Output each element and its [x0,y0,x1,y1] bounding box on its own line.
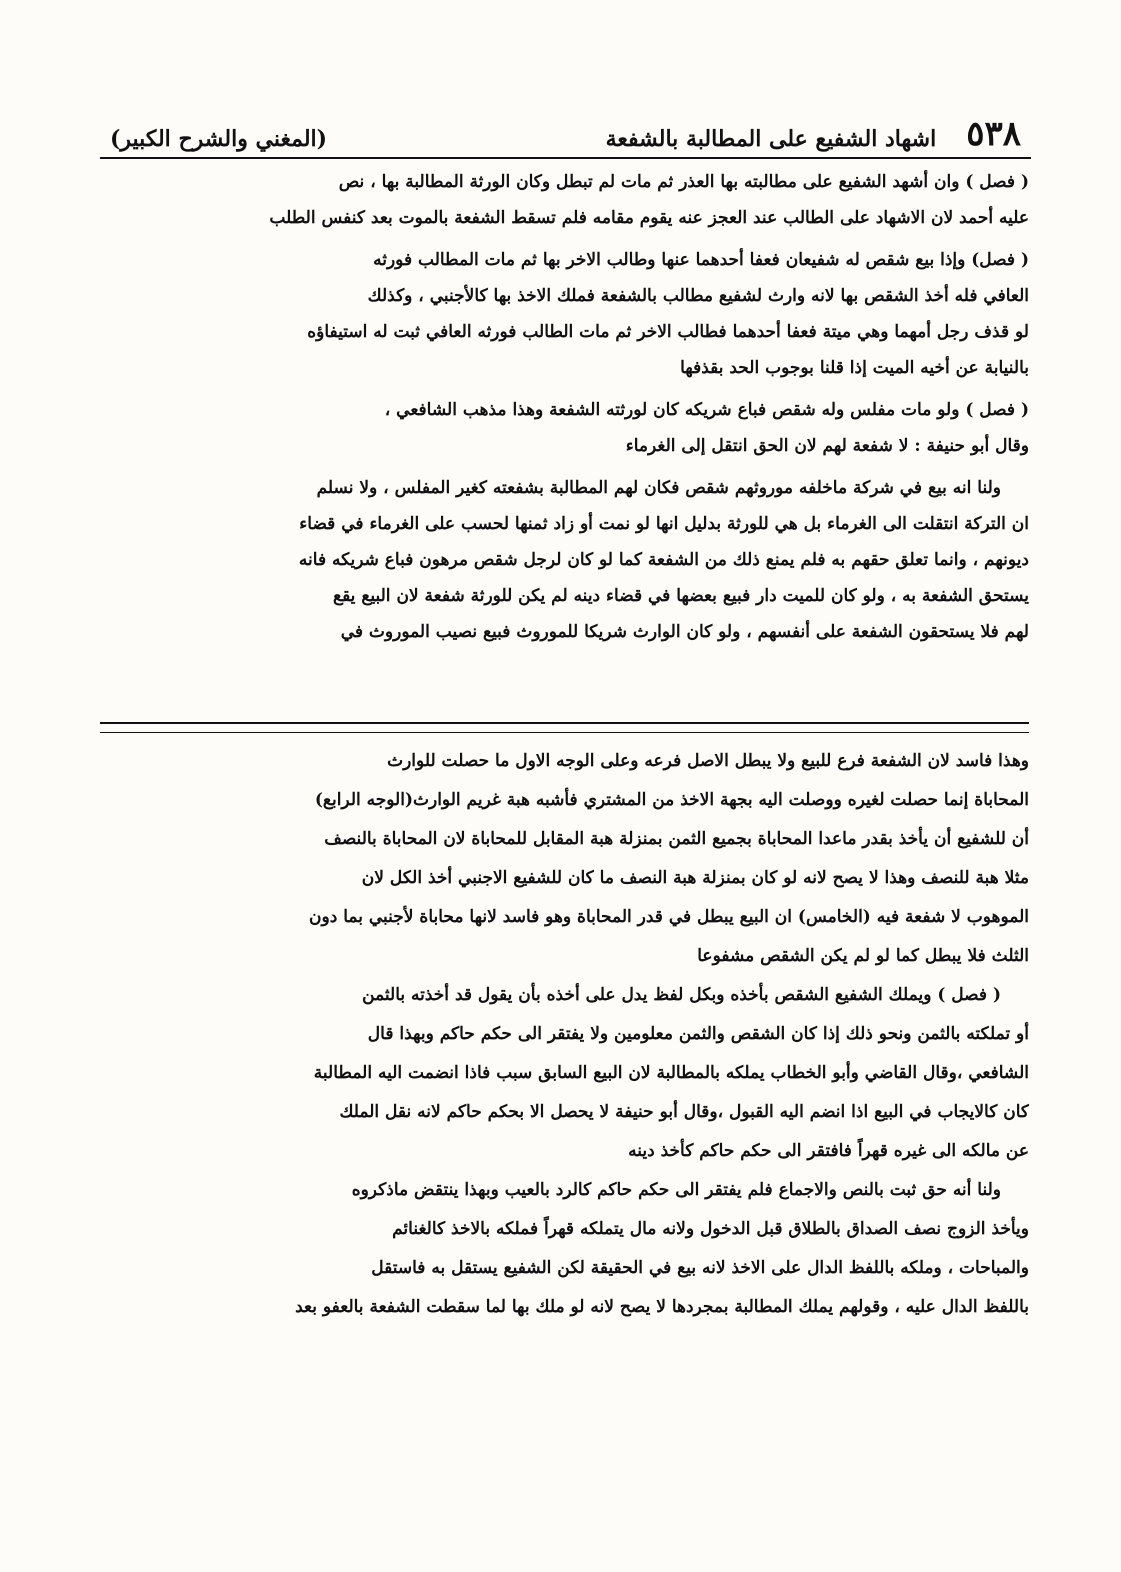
text-line: ويأخذ الزوج نصف الصداق بالطلاق قبل الدخول ولانه مال يتملكه قهراً فملكه بالاخذ كالغنائم [392,1219,1029,1239]
text-line: مثلا هبة للنصف وهذا لا يصح لانه لو كان بمنزلة هبة النصف ما كان للشفيع الاجنبي أخذ الكل لان [361,868,1029,888]
text-line: والمباحات ، وملكه باللفظ الدال على الاخذ لانه بيع في الحقيقة لكن الشفيع يستقل به فاستقل [371,1258,1029,1278]
running-title: اشهاد الشفيع على المطالبة بالشفعة [605,126,937,152]
header-rule [100,157,1031,159]
text-line: الموهوب لا شفعة فيه (الخامس) ان البيع يبطل في قدر المحاباة وهو فاسد لانها محاباة لأجنبي بما دون [309,907,1029,927]
text-line: ( فصل ) وان أشهد الشفيع على مطالبته بها العذر ثم مات لم تبطل وكان الورثة المطالبة بها ، نص [338,172,1029,192]
text-line: وقال أبو حنيفة : لا شفعة لهم لان الحق انتقل إلى الغرماء [625,436,1029,456]
text-line: الشافعي ،وقال القاضي وأبو الخطاب يملكه بالمطالبة لان البيع السابق سبب فاذا انضمت اليه المطالبة [313,1063,1029,1083]
text-line: لهم فلا يستحقون الشفعة على أنفسهم ، ولو كان الوارث شريكا للموروث فبيع نصيب الموروث في [340,622,1029,642]
text-line: أن للشفيع أن يأخذ بقدر ماعدا المحاباة بجميع الثمن بمنزلة هبة المقابل للمحاباة لان المحاباة بالنصف [324,829,1029,849]
page-number: ٥٣٨ [966,114,1021,154]
text-line: ولنا انه بيع في شركة ماخلفه موروثهم شقص فكان لهم المطالبة بشفعته كغير المفلس ، ولا نسلم [316,478,1001,498]
text-line: عن مالكه الى غيره قهراً فافتقر الى حكم حاكم كأخذ دينه [628,1141,1029,1161]
book-title: (المغني والشرح الكبير) [110,126,328,152]
lower-text [100,742,1029,1462]
text-line: ان التركة انتقلت الى الغرماء بل هي للورثة بدليل انها لو نمت أو زاد ثمنها لحسب على الغرماء في قضاء [299,514,1029,534]
text-line: ( فصل ) ولو مات مفلس وله شقص فباع شريكه كان لورثته الشفعة وهذا مذهب الشافعي ، [384,400,1029,420]
section-separator [100,722,1029,733]
main-text [100,164,1029,720]
text-line: أو تملكته بالثمن ونحو ذلك إذا كان الشقص والثمن معلومين ولا يفتقر الى حكم حاكم وبهذا قال [367,1024,1029,1044]
text-line: عليه أحمد لان الاشهاد على الطالب عند العجز عنه يقوم مقامه فلم تسقط الشفعة بالموت بعد كنفس الطلب [269,208,1029,228]
text-line: وهذا فاسد لان الشفعة فرع للبيع ولا يبطل الاصل فرعه وعلى الوجه الاول ما حصلت للوارث [387,751,1029,771]
text-line: باللفظ الدال عليه ، وقولهم يملك المطالبة بمجردها لا يصح لانه لو ملك بها لما سقطت الشفعة بالعفو بعد [295,1297,1029,1317]
text-line: ديونهم ، وانما تعلق حقهم به فلم يمنع ذلك من الشفعة كما لو كان لرجل شقص مرهون فباع شريكه فانه [298,550,1029,570]
text-line: الثلث فلا يبطل كما لو لم يكن الشقص مشفوعا [697,946,1029,966]
text-line: كان كالايجاب في البيع اذا انضم اليه القبول ،وقال أبو حنيفة لا يحصل الا بحكم حاكم لانه نقل الملك [339,1102,1029,1122]
page-header [110,96,1021,154]
text-line: العافي فله أخذ الشقص بها لانه وارث لشفيع مطالب بالشفعة فملك الاخذ بها كالأجنبي ، وكذلك [367,286,1029,306]
text-line: ( فصل) وإذا بيع شقص له شفيعان فعفا أحدهما عنها وطالب الاخر بها ثم مات المطالب فورثه [373,250,1029,270]
text-line: بالنيابة عن أخيه الميت إذا قلنا بوجوب الحد بقذفها [680,358,1029,378]
text-line: لو قذف رجل أمهما وهي ميتة فعفا أحدهما فطالب الاخر ثم مات الطالب فورثه العافي ثبت له استيفاؤه [307,322,1029,342]
text-line: ولنا أنه حق ثبت بالنص والاجماع فلم يفتقر الى حكم حاكم كالرد بالعيب وبهذا ينتقض ماذكروه [351,1180,1001,1200]
text-line: يستحق الشفعة به ، ولو كان للميت دار فبيع بعضها في قضاء دينه لم يكن للورثة شفعة لان البيع يقع [333,586,1029,606]
text-line: المحاباة إنما حصلت لغيره ووصلت اليه بجهة الاخذ من المشتري فأشبه هبة غريم الوارث(الوجه الرابع) [314,790,1029,810]
text-line: ( فصل ) ويملك الشفيع الشقص بأخذه وبكل لفظ يدل على أخذه بأن يقول قد أخذته بالثمن [362,985,1001,1005]
